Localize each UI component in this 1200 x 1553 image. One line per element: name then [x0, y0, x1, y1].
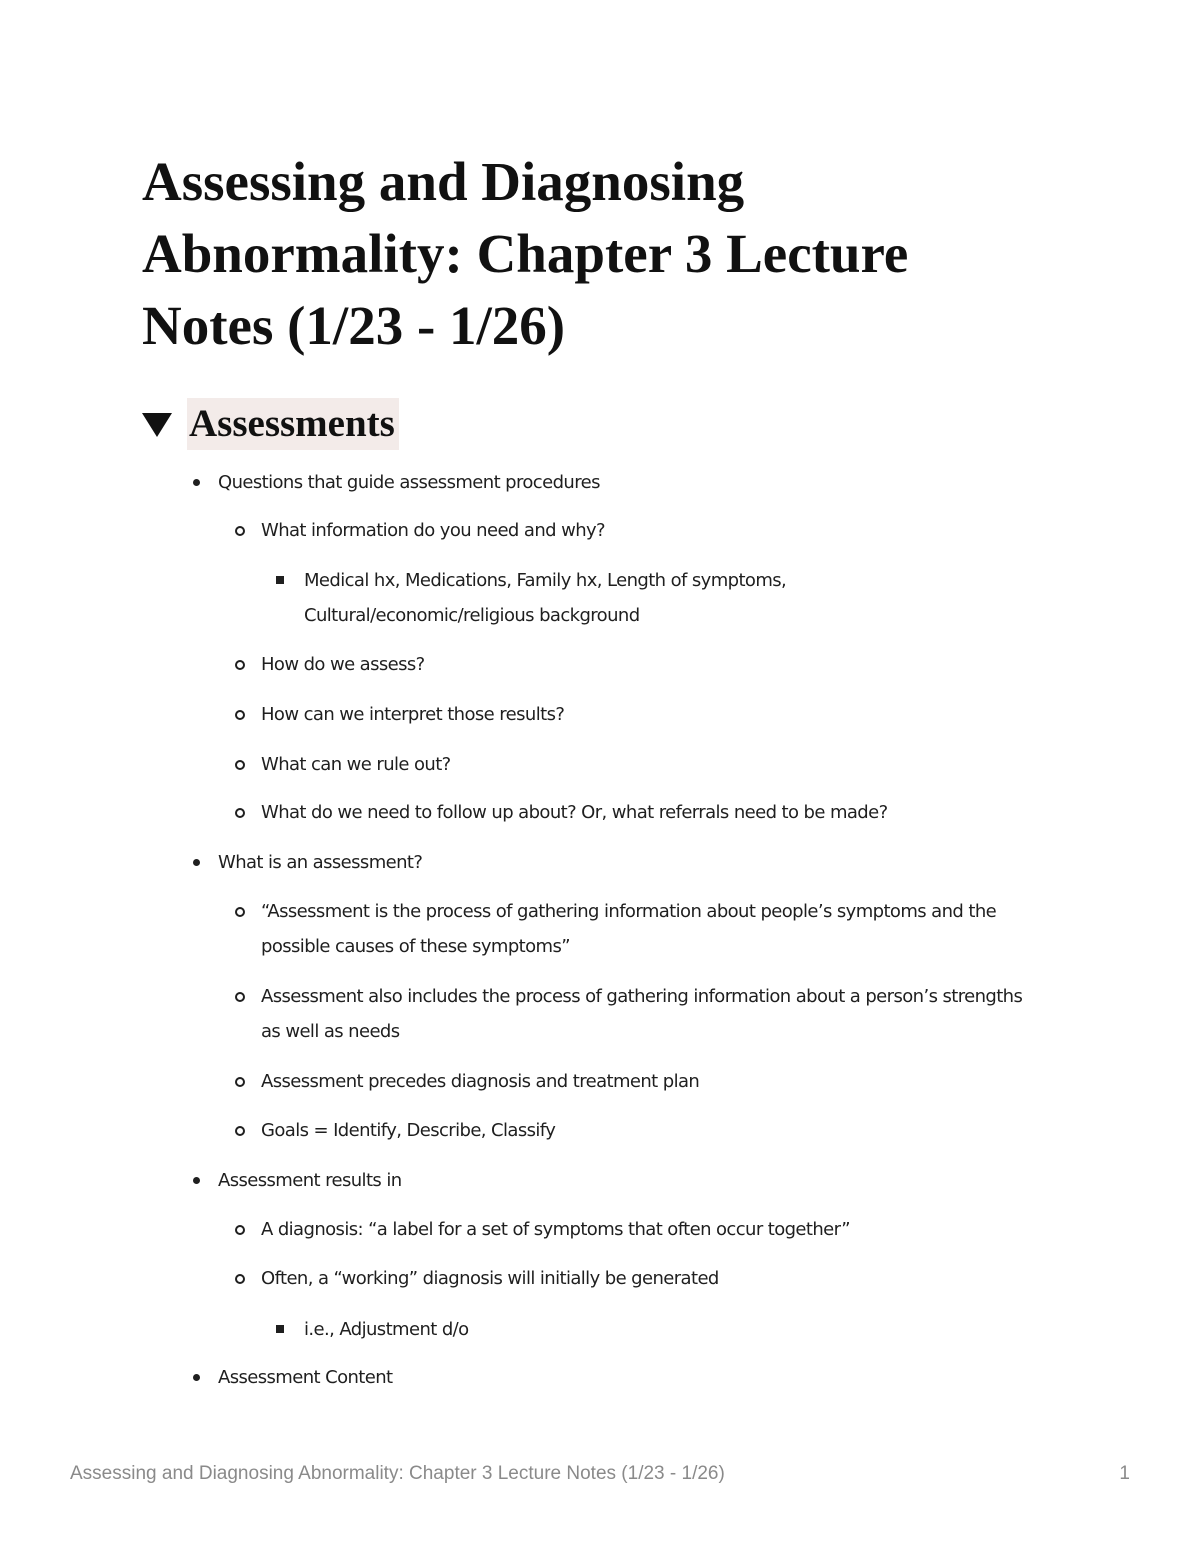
bullet-disc	[193, 1374, 200, 1381]
bullet-circle	[235, 1225, 245, 1235]
bullet-circle	[235, 526, 245, 536]
list-item: What can we rule out?	[261, 747, 451, 782]
page-number: 1	[1119, 1463, 1130, 1484]
bullet-square	[276, 576, 284, 584]
list-item: How do we assess?	[261, 647, 425, 682]
list-item: Goals = Identify, Describe, Classify	[261, 1113, 555, 1148]
bullet-circle	[235, 660, 245, 670]
section-assessments-toggle[interactable]	[142, 398, 399, 450]
list-item: A diagnosis: “a label for a set of symptoms that often occur together”	[261, 1212, 850, 1247]
list-item: Questions that guide assessment procedures	[218, 465, 600, 500]
bullet-disc	[193, 479, 200, 486]
list-item: Assessment Content	[218, 1360, 392, 1395]
bullet-circle	[235, 1077, 245, 1087]
bullet-disc	[193, 1177, 200, 1184]
list-item: Assessment results in	[218, 1163, 402, 1198]
list-item: i.e., Adjustment d/o	[304, 1312, 469, 1347]
bullet-circle	[235, 907, 245, 917]
page-title: Assessing and Diagnosing Abnormality: Chapter 3 Lecture Notes (1/23 - 1/26)	[142, 151, 909, 356]
list-item: What is an assessment?	[218, 845, 422, 880]
list-item: What do we need to follow up about? Or, what referrals need to be made?	[261, 795, 888, 830]
bullet-square	[276, 1325, 284, 1333]
footer-title: Assessing and Diagnosing Abnormality: Chapter 3 Lecture Notes (1/23 - 1/26)	[70, 1463, 725, 1484]
bullet-circle	[235, 808, 245, 818]
triangle-down-icon[interactable]	[142, 413, 172, 437]
list-item: Assessment also includes the process of gathering information about a person’s strengths as well as needs	[261, 979, 1031, 1049]
bullet-circle	[235, 1274, 245, 1284]
bullet-disc	[193, 859, 200, 866]
page-footer	[70, 1463, 1130, 1493]
bullet-circle	[235, 992, 245, 1002]
list-item: Medical hx, Medications, Family hx, Length of symptoms, Cultural/economic/religious background	[304, 563, 904, 633]
section-title: Assessments	[187, 398, 399, 450]
bullet-circle	[235, 1126, 245, 1136]
list-item: “Assessment is the process of gathering information about people’s symptoms and the possible causes of these symptoms”	[261, 894, 1061, 964]
bullet-circle	[235, 760, 245, 770]
bullet-circle	[235, 710, 245, 720]
list-item: What information do you need and why?	[261, 513, 605, 548]
list-item: Often, a “working” diagnosis will initially be generated	[261, 1261, 719, 1296]
list-item: How can we interpret those results?	[261, 697, 564, 732]
list-item: Assessment precedes diagnosis and treatment plan	[261, 1064, 699, 1099]
